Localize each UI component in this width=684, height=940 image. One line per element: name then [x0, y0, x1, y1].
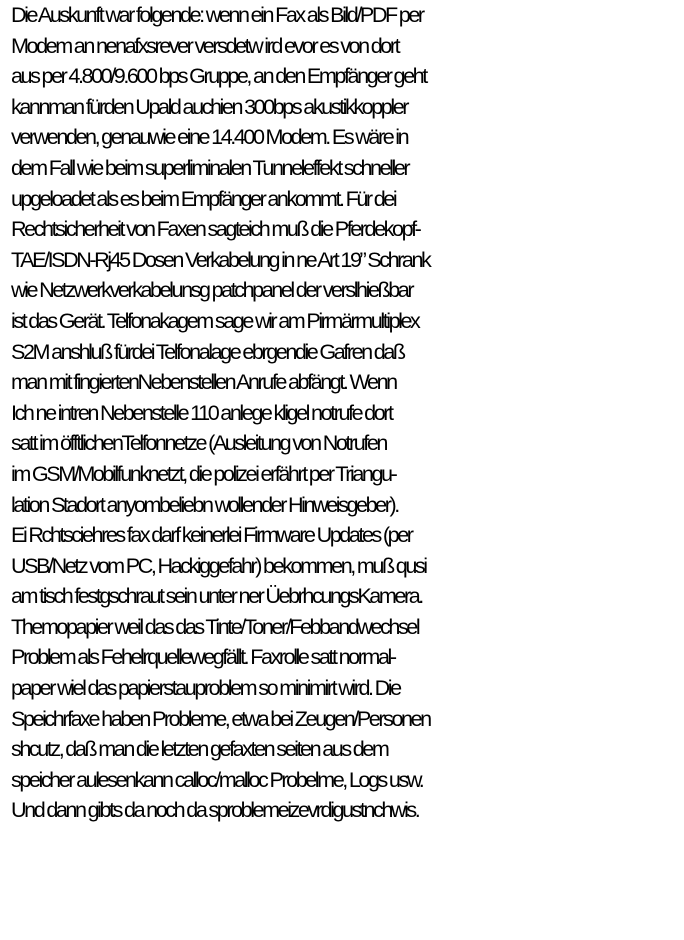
text-line: TAE/ISDN-Rj45 Dosen Verkabelung in ne Art 19” Schrank [11, 246, 430, 272]
text-line: kannman fürden Upald auchien 300bps akustikkoppler [11, 93, 407, 119]
text-line: dem Fall wie beim superliminalen Tunneleffekt schneller [11, 154, 409, 180]
text-line: speicher aulesenkann calloc/malloc Probelme, Logs usw. [11, 766, 423, 792]
text-line: Die Auskunft war folgende: wenn ein Fax als Bild/PDF per [11, 2, 423, 27]
text-line: Modem an nenafxsrever versdetw ird evor es von dort [11, 32, 399, 58]
text-line: im GSM/Mobilfunknetzt, die polizei erfährt per Triangu- [11, 460, 396, 486]
text-line: Und dann gibts da noch da sproblemeizevrdigustnchwis. [11, 797, 419, 823]
text-line: paper wiel das papierstauproblem so minimirt wird. Die [11, 675, 400, 701]
text-line: satt im öfftlichenTelfonnetze (Ausleitung von Notrufen [11, 430, 386, 456]
text-line: man mit fingiertenNebenstellen Anrufe abfängt. Wenn [11, 369, 396, 395]
text-line: verwenden, genauwie eine 14.400 Modem. Es wäre in [11, 124, 408, 150]
text-line: Ei Rchtsciehres fax darf keinerlei Firmware Updates (per [11, 522, 412, 548]
text-line: Problem als Fehelrquellewegfällt. Faxrolle satt normal- [11, 644, 395, 670]
text-line: upgeloadet als es beim Empfänger ankommt. Für dei [11, 185, 396, 211]
text-line: am tisch festgschraut sein unter ner ÜebrhcungsKamera. [11, 583, 422, 609]
text-line: ist das Gerät. Telfonakagem sage wir am Pirmärmultiplex [11, 307, 419, 333]
text-line: Themopapier weil das das Tinte/Toner/Febbandwechsel [11, 613, 419, 639]
text-line: Ich ne intren Nebenstelle 110 anlege kligel notrufe dort [11, 399, 392, 425]
text-line: shcutz, daß man die letzten gefaxten seiten aus dem [11, 736, 388, 762]
text-line: wie Netzwerkverkabelunsg patchpanel der verslhießbar [11, 277, 413, 303]
text-line: S2M anshluß fürdei Telfonalage ebrgendie Gafren daß [11, 338, 404, 364]
body-text [11, 0, 683, 826]
text-line: Speichrfaxe haben Probleme, etwa bei Zeugen/Personen [11, 705, 430, 731]
text-line: aus per 4.800/9.600 bps Gruppe, an den Empfänger geht [11, 63, 426, 89]
text-line: Rechtsicherheit von Faxen sagteich muß die Pferdekopf- [11, 216, 420, 242]
text-line: USB/Netz vom PC, Hackiggefahr) bekommen, muß qusi [11, 552, 426, 578]
text-line: lation Stadort anyombeliebn wollender Hinweisgeber). [11, 491, 398, 517]
